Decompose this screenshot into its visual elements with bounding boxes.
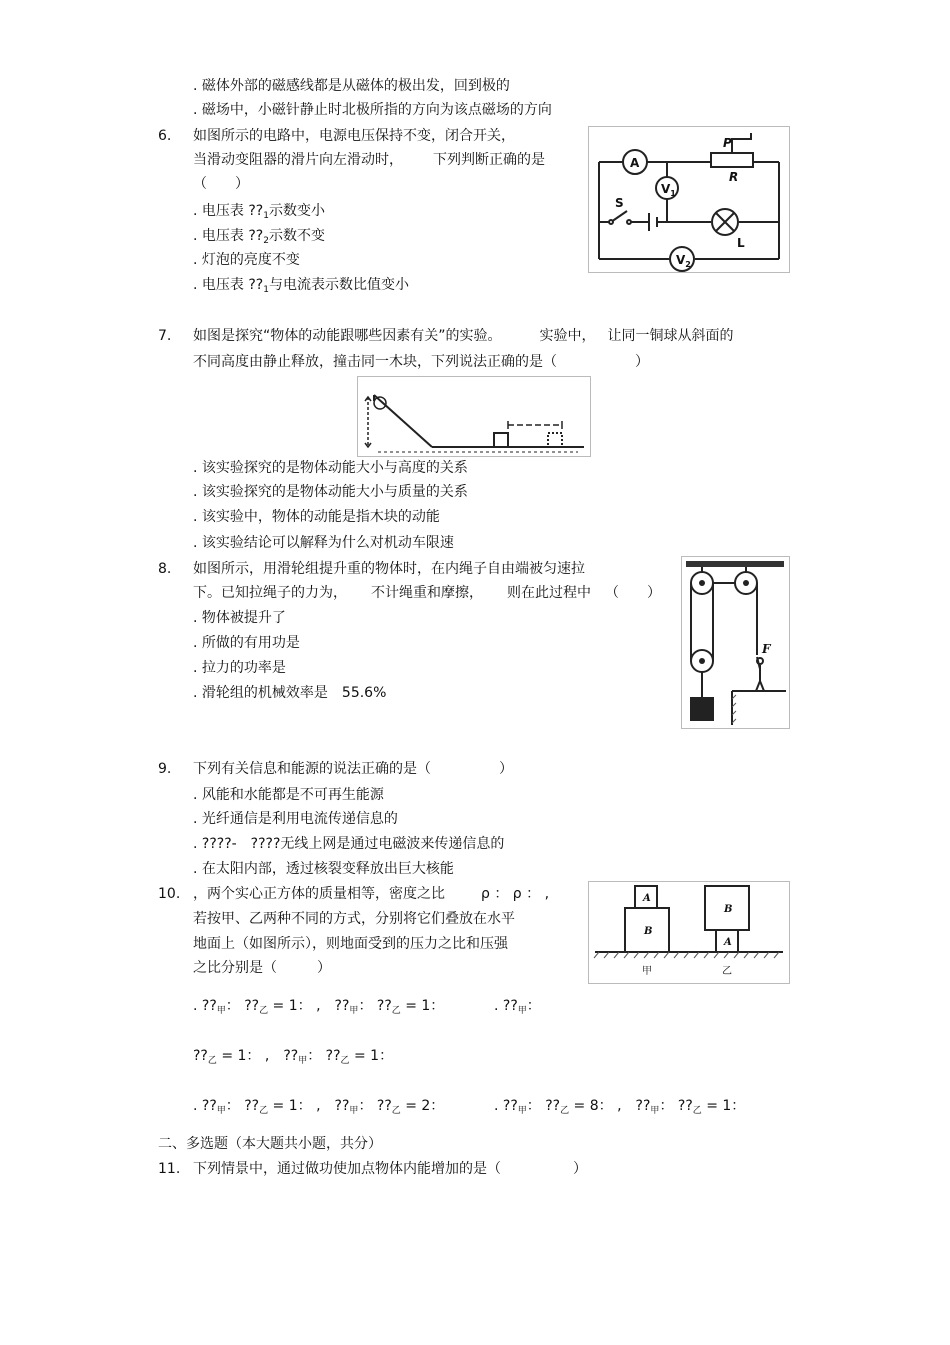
- q6-option-a: . 电压表 $??_1$示数变小: [193, 203, 325, 221]
- q10-option-b-part2: $??_乙 = 1$： , $??_甲$： $??_乙 = 1$：: [193, 1048, 394, 1066]
- q10-stem-line4: 之比分别是（ ）: [193, 960, 331, 976]
- q7-option-a: . 该实验探究的是物体动能大小与高度的关系: [193, 460, 468, 476]
- q7-option-d: . 该实验结论可以解释为什么对机动车限速: [193, 535, 454, 551]
- q8-stem-line2: 下。已知拉绳子的力为， 不计绳重和摩擦， 则在此过程中 （ ）: [193, 585, 661, 601]
- switch-label-s: S: [615, 196, 624, 210]
- q9-option-d: . 在太阳内部，透过核裂变释放出巨大核能: [193, 861, 454, 877]
- cube-b-label-jia: B: [644, 926, 653, 937]
- q10-option-c: . $??_甲$： $??_乙 = 1$： , $??_甲$： $??_乙 = 2$：: [193, 1098, 445, 1116]
- q8-stem-line1: 如图所示，用滑轮组提升重的物体时，在内绳子自由端被匀速拉: [193, 561, 585, 577]
- voltmeter2-label: $V_2$: [676, 253, 691, 269]
- q9-stem: 下列有关信息和能源的说法正确的是（ ）: [193, 761, 513, 777]
- q7-stem-line1: 如图是探究“物体的动能跟哪些因素有关”的实验。 实验中， 让同一铜球从斜面的: [193, 328, 734, 344]
- q6-answer-brackets: （ ）: [193, 176, 249, 192]
- q8-option-c: . 拉力的功率是: [193, 660, 286, 676]
- q10-option-d: . $??_甲$： $??_乙 = 8$： , $??_甲$： $??_乙 = 1$：: [494, 1098, 746, 1116]
- cube-b-label-yi: B: [724, 904, 733, 915]
- q7-option-c: . 该实验中，物体的动能是指木块的动能: [193, 509, 440, 525]
- force-label-f: F: [762, 642, 771, 656]
- q10-stem-line3: 地面上（如图所示），则地面受到的压力之比和压强: [193, 936, 508, 952]
- q5-option-c: . 磁体外部的磁感线都是从磁体的极出发，回到极的: [193, 78, 510, 94]
- rheostat-label-r: R: [729, 170, 739, 184]
- q10-option-b-part1: . $??_甲$：: [494, 998, 541, 1016]
- lamp-label-l: L: [737, 236, 745, 250]
- q9-option-a: . 风能和水能都是不可再生能源: [193, 787, 384, 803]
- q9-option-c: . ????- ????无线上网是通过电磁波来传递信息的: [193, 836, 505, 852]
- q6-number: 6.: [158, 128, 172, 144]
- q7-option-b: . 该实验探究的是物体动能大小与质量的关系: [193, 484, 468, 500]
- ammeter-label: A: [630, 156, 640, 170]
- q5-option-d: . 磁场中，小磁针静止时北极所指的方向为该点磁场的方向: [193, 102, 552, 118]
- slider-label-p: P: [723, 136, 732, 150]
- q7-stem-line2: 不同高度由静止释放，撞击同一木块，下列说法正确的是（ ）: [193, 354, 649, 370]
- cube-a-label-yi: A: [724, 937, 732, 948]
- q9-number: 9.: [158, 761, 172, 777]
- q8-number: 8.: [158, 561, 172, 577]
- q10-cubes-figure: [588, 881, 790, 984]
- q7-number: 7.: [158, 328, 172, 344]
- q8-option-a: . 物体被提升了: [193, 610, 286, 626]
- q11-stem: 下列情景中，通过做功使加点物体内能增加的是（ ）: [193, 1161, 587, 1177]
- q6-option-c: . 灯泡的亮度不变: [193, 252, 300, 268]
- q8-pulley-figure: [681, 556, 790, 729]
- q6-circuit-figure: [588, 126, 790, 273]
- q11-number: 11.: [158, 1161, 181, 1177]
- q10-number: 10.: [158, 886, 181, 902]
- q10-option-a: . $??_甲$： $??_乙 = 1$： , $??_甲$： $??_乙 = 1$：: [193, 998, 445, 1016]
- q6-stem-line2: 当滑动变阻器的滑片向左滑动时， 下列判断正确的是: [193, 152, 545, 168]
- q9-option-b: . 光纤通信是利用电流传递信息的: [193, 811, 398, 827]
- section-2-title: 二、多选题（本大题共小题，共分）: [158, 1136, 382, 1152]
- q6-stem-line1: 如图所示的电路中，电源电压保持不变，闭合开关，: [193, 128, 515, 144]
- q10-stem-line1: ，两个实心正方体的质量相等，密度之比 ρ ： ρ ： ,: [193, 886, 550, 902]
- voltmeter1-label: $V_1$: [661, 182, 676, 198]
- cube-a-label-jia: A: [643, 893, 651, 904]
- label-jia: 甲: [642, 966, 652, 977]
- label-yi: 乙: [722, 966, 732, 977]
- q8-option-d: . 滑轮组的机械效率是 55.6%: [193, 685, 387, 701]
- q7-incline-figure: [357, 376, 591, 457]
- q6-option-d: . 电压表 $??_1$与电流表示数比值变小: [193, 277, 409, 295]
- q6-option-b: . 电压表 $??_2$示数不变: [193, 228, 325, 246]
- q8-option-b: . 所做的有用功是: [193, 635, 300, 651]
- q10-stem-line2: 若按甲、乙两种不同的方式，分别将它们叠放在水平: [193, 911, 515, 927]
